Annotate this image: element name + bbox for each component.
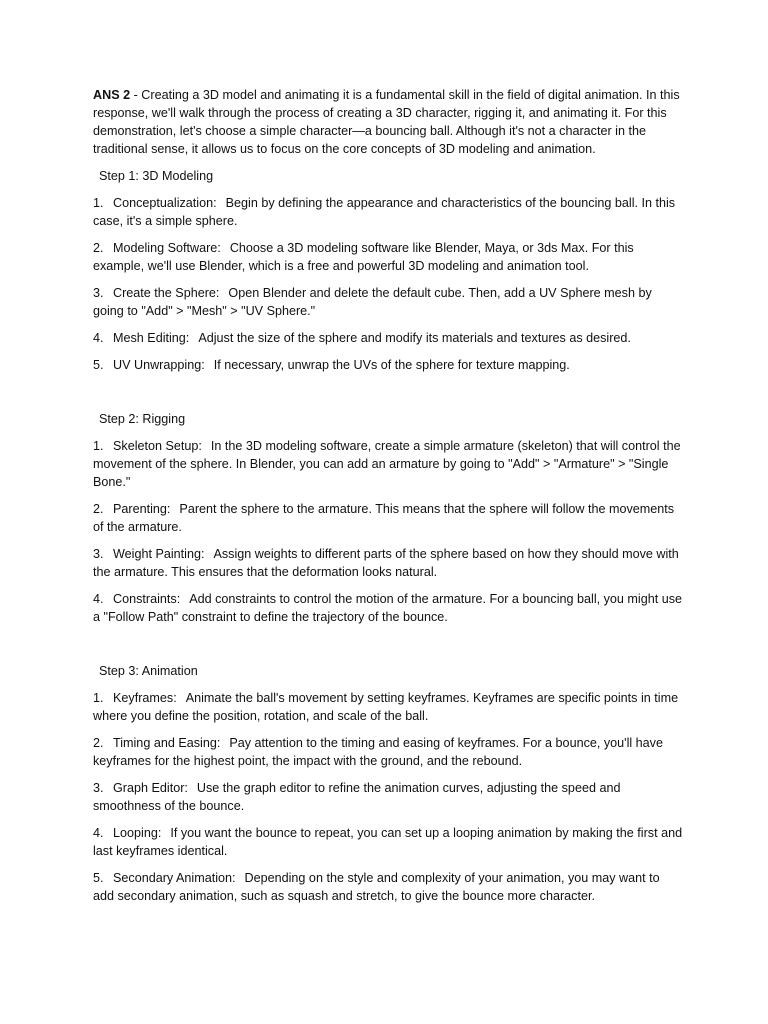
document-page	[93, 86, 683, 914]
item-text: Animate the ball's movement by setting keyframes. Keyframes are specific points in time where you define the position, rotation, and scale of the ball.	[93, 691, 679, 723]
item-text: Assign weights to different parts of the sphere based on how they should move with the armature. This ensures that the deformation looks natural.	[93, 547, 679, 579]
intro-paragraph	[93, 86, 683, 158]
item-number: 1.	[93, 196, 104, 210]
item-number: 2.	[93, 502, 104, 516]
item-text: If necessary, unwrap the UVs of the sphere for texture mapping.	[213, 358, 570, 372]
item-text: Open Blender and delete the default cube. Then, add a UV Sphere mesh by going to "Add" > "Mesh" > "UV Sphere."	[93, 286, 652, 318]
list-item	[93, 545, 683, 581]
item-name: Keyframes:	[113, 691, 177, 705]
item-name: Looping:	[113, 826, 162, 840]
item-number: 3.	[93, 781, 104, 795]
step-section-rigging	[93, 410, 683, 626]
step-section-animation	[93, 662, 683, 905]
item-number: 3.	[93, 547, 104, 561]
item-number: 3.	[93, 286, 104, 300]
item-name: Parenting:	[113, 502, 171, 516]
item-number: 2.	[93, 736, 104, 750]
item-number: 5.	[93, 358, 104, 372]
item-text: Depending on the style and complexity of your animation, you may want to add secondary animation, such as squash and stretch, to give the bounce more character.	[93, 871, 660, 903]
item-number: 4.	[93, 592, 104, 606]
item-text: Adjust the size of the sphere and modify its materials and textures as desired.	[198, 331, 631, 345]
item-text: Begin by defining the appearance and characteristics of the bouncing ball. In this case, it's a simple sphere.	[93, 196, 676, 228]
list-item	[93, 869, 683, 905]
item-number: 4.	[93, 826, 104, 840]
step-heading: Step 1: 3D Modeling	[99, 169, 214, 183]
item-name: Graph Editor:	[113, 781, 188, 795]
section-spacer	[93, 383, 683, 410]
list-item	[93, 356, 683, 374]
step-section-modeling	[93, 167, 683, 374]
item-text: Parent the sphere to the armature. This means that the sphere will follow the movements of the armature.	[93, 502, 675, 534]
item-name: Modeling Software:	[113, 241, 221, 255]
section-spacer	[93, 635, 683, 662]
list-item	[93, 194, 683, 230]
list-item	[93, 779, 683, 815]
item-name: Secondary Animation:	[113, 871, 236, 885]
item-text: Choose a 3D modeling software like Blender, Maya, or 3ds Max. For this example, we'll use Blender, which is a free and powerful 3D modeling and animation tool.	[93, 241, 634, 273]
item-text: In the 3D modeling software, create a simple armature (skeleton) that will control the movement of the sphere. In Blender, you can add an armature by going to "Add" > "Armature" > "Single Bone."	[93, 439, 681, 489]
item-text: Use the graph editor to refine the animation curves, adjusting the speed and smoothness of the bounce.	[93, 781, 621, 813]
step-heading: Step 2: Rigging	[99, 412, 186, 426]
list-item	[93, 239, 683, 275]
list-item	[93, 329, 683, 347]
list-item	[93, 689, 683, 725]
list-item	[93, 284, 683, 320]
item-number: 1.	[93, 439, 104, 453]
list-item	[93, 734, 683, 770]
item-name: Mesh Editing:	[113, 331, 190, 345]
item-name: Weight Painting:	[113, 547, 205, 561]
item-name: Conceptualization:	[113, 196, 217, 210]
item-number: 4.	[93, 331, 104, 345]
item-number: 2.	[93, 241, 104, 255]
item-name: Create the Sphere:	[113, 286, 220, 300]
item-name: Constraints:	[113, 592, 181, 606]
answer-label: ANS 2	[93, 88, 131, 102]
list-item	[93, 500, 683, 536]
list-item	[93, 824, 683, 860]
item-name: UV Unwrapping:	[113, 358, 205, 372]
intro-text: - Creating a 3D model and animating it is a fundamental skill in the field of digital animation. In this response, we'll walk through the process of creating a 3D character, rigging it, and animating it. For this demonstration, let's choose a simple character—a bouncing ball. Although it's not a character in the traditional sense, it allows us to focus on the core concepts of 3D modeling and animation.	[93, 88, 680, 156]
item-text: Pay attention to the timing and easing of keyframes. For a bounce, you'll have keyframes for the highest point, the impact with the ground, and the rebound.	[93, 736, 663, 768]
item-name: Timing and Easing:	[113, 736, 221, 750]
item-number: 5.	[93, 871, 104, 885]
list-item	[93, 590, 683, 626]
item-number: 1.	[93, 691, 104, 705]
item-text: If you want the bounce to repeat, you can set up a looping animation by making the first and last keyframes identical.	[93, 826, 683, 858]
list-item	[93, 437, 683, 491]
item-name: Skeleton Setup:	[113, 439, 202, 453]
item-text: Add constraints to control the motion of the armature. For a bouncing ball, you might use a "Follow Path" constraint to define the trajectory of the bounce.	[93, 592, 683, 624]
step-heading: Step 3: Animation	[99, 664, 198, 678]
